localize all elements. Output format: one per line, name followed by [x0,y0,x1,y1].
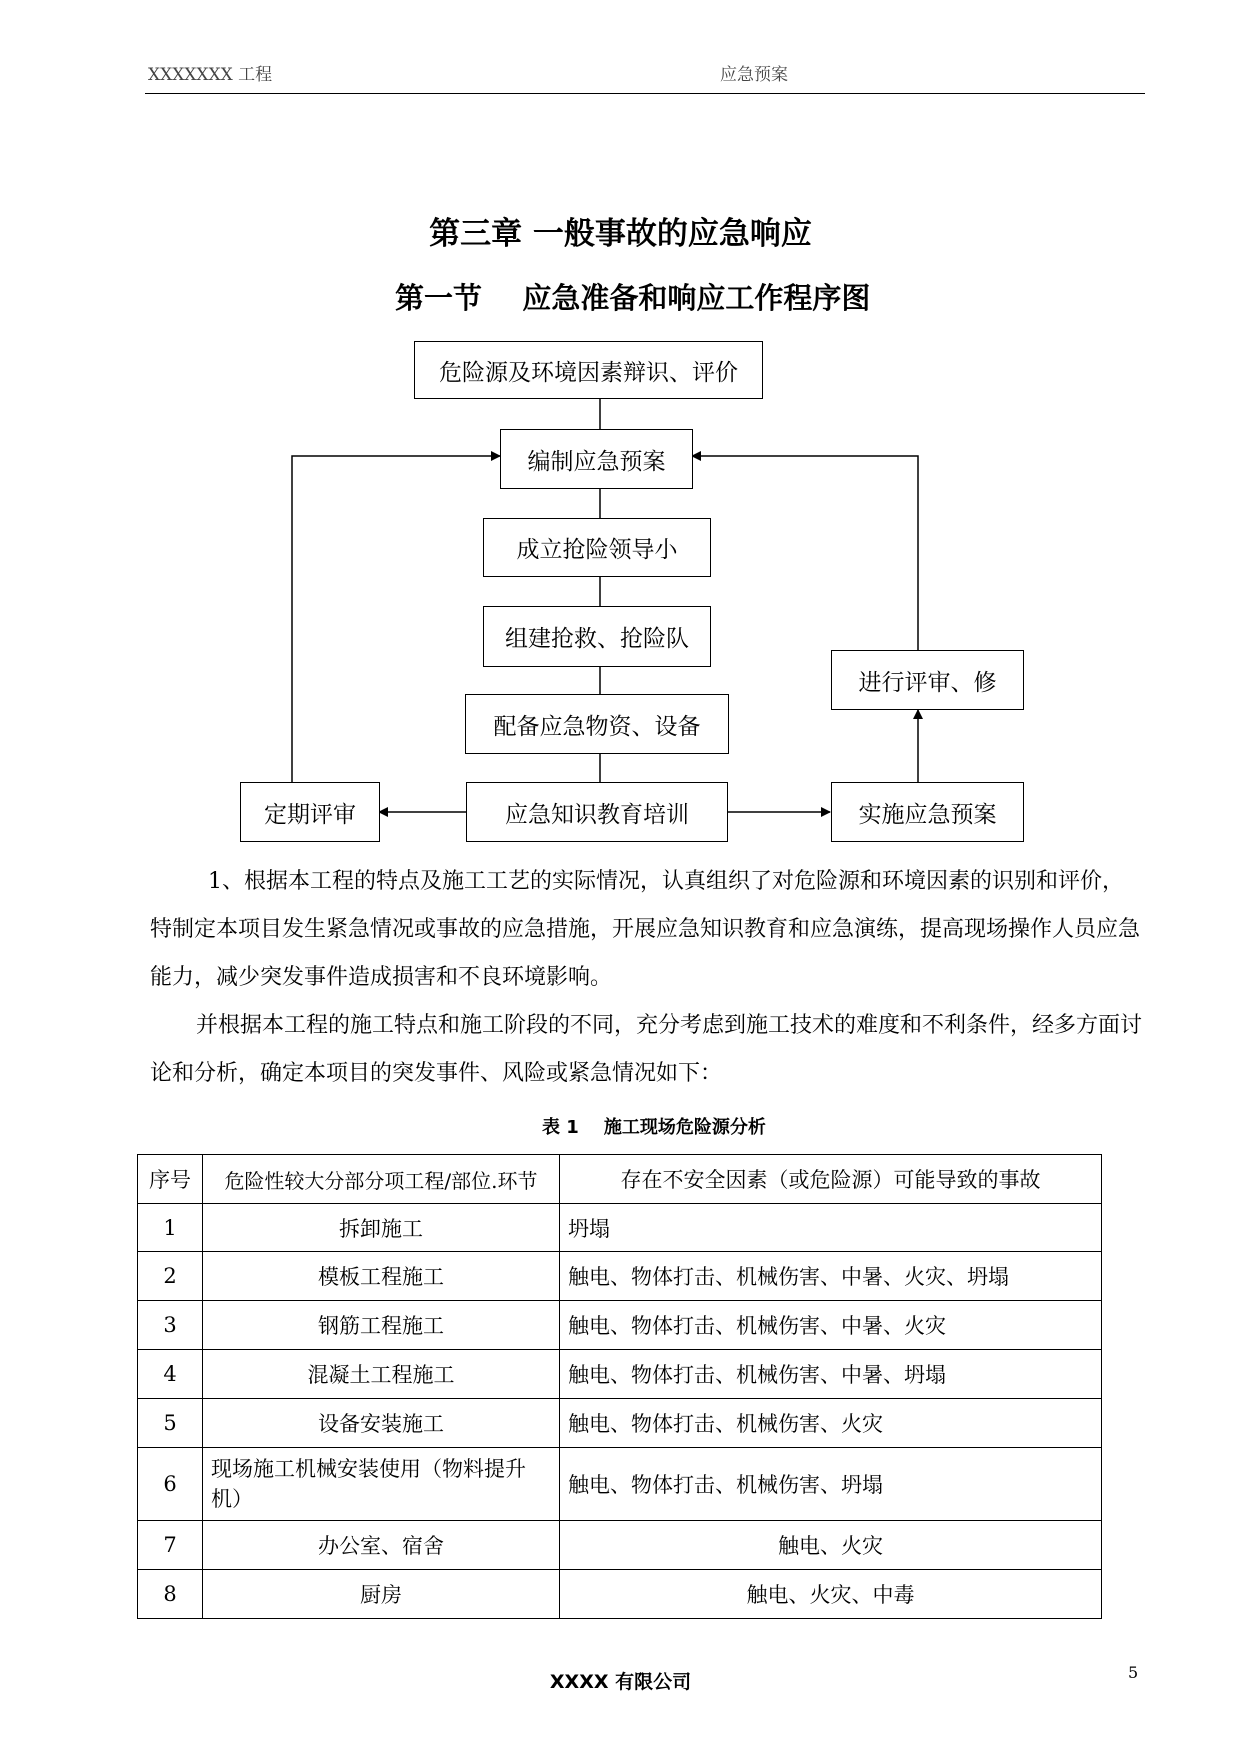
cell-seq: 7 [138,1521,203,1570]
flow-box-materials-equipment: 配备应急物资、设备 [465,694,729,754]
cell-part: 模板工程施工 [203,1252,560,1301]
chapter-title: 第三章 一般事故的应急响应 [429,216,812,252]
footer-company: XXXX 有限公司 [549,1671,692,1693]
paragraph-2: 并根据本工程的施工特点和施工阶段的不同，充分考虑到施工技术的难度和不利条件，经多方面讨论和分析，确定本项目的突发事件、风险或紧急情况如下： [150,1013,1143,1086]
cell-risk: 坍塌 [560,1204,1102,1252]
arrow-right-loop [692,456,918,650]
flow-box-periodic-review: 定期评审 [240,782,380,842]
cell-part: 拆卸施工 [203,1204,560,1252]
cell-seq: 3 [138,1301,203,1350]
header-doc-title: 应急预案 [720,65,788,85]
cell-seq: 4 [138,1350,203,1399]
flow-box-implement-plan: 实施应急预案 [831,782,1024,842]
table-row [138,1301,1102,1350]
cell-part: 设备安装施工 [203,1399,560,1448]
hazard-table [137,1154,1102,1619]
header-seq: 序号 [138,1155,203,1204]
table-caption: 表 1 施工现场危险源分析 [542,1117,766,1138]
flow-box-compile-plan: 编制应急预案 [500,429,693,489]
table-row [138,1570,1102,1619]
cell-risk: 触电、物体打击、机械伤害、坍塌 [560,1448,1102,1521]
table-row [138,1399,1102,1448]
page-number: 5 [1128,1663,1139,1682]
table-row [138,1252,1102,1301]
header-part: 危险性较大分部分项工程/部位.环节 [203,1155,560,1204]
body-paragraphs [150,858,1145,1098]
cell-part: 混凝土工程施工 [203,1350,560,1399]
cell-risk: 触电、物体打击、机械伤害、中暑、坍塌 [560,1350,1102,1399]
cell-risk: 触电、物体打击、机械伤害、中暑、火灾 [560,1301,1102,1350]
cell-risk: 触电、火灾、中毒 [560,1570,1102,1619]
cell-seq: 5 [138,1399,203,1448]
header-risk: 存在不安全因素（或危险源）可能导致的事故 [560,1155,1102,1204]
cell-risk: 触电、物体打击、机械伤害、火灾 [560,1399,1102,1448]
cell-risk: 触电、火灾 [560,1521,1102,1570]
cell-part: 办公室、宿舍 [203,1521,560,1570]
flow-box-review-revise: 进行评审、修 [831,650,1024,710]
table-row [138,1204,1102,1252]
cell-seq: 2 [138,1252,203,1301]
cell-part: 现场施工机械安装使用（物料提升机） [203,1448,560,1521]
paragraph-1: 1、根据本工程的特点及施工工艺的实际情况，认真组织了对危险源和环境因素的识别和评价，特制定本项目发生紧急情况或事故的应急措施，开展应急知识教育和应急演练，提高现场操作人员应急能力，减少突发事件造成损害和不良环境影响。 [150,869,1141,990]
table-row [138,1521,1102,1570]
header-project: XXXXXXX 工程 [148,65,273,85]
cell-seq: 6 [138,1448,203,1521]
table-row [138,1448,1102,1521]
cell-part: 厨房 [203,1570,560,1619]
table-header-row [138,1155,1102,1204]
cell-risk: 触电、物体打击、机械伤害、中暑、火灾、坍塌 [560,1252,1102,1301]
section-title: 第一节 应急准备和响应工作程序图 [395,281,871,315]
flow-box-leadership-group: 成立抢险领导小 [483,518,711,577]
flow-box-rescue-team: 组建抢救、抢险队 [483,606,711,667]
flow-box-hazard-identification: 危险源及环境因素辩识、评价 [414,341,763,399]
cell-seq: 8 [138,1570,203,1619]
cell-part: 钢筋工程施工 [203,1301,560,1350]
cell-seq: 1 [138,1204,203,1252]
table-row [138,1350,1102,1399]
flow-box-training: 应急知识教育培训 [466,782,728,842]
